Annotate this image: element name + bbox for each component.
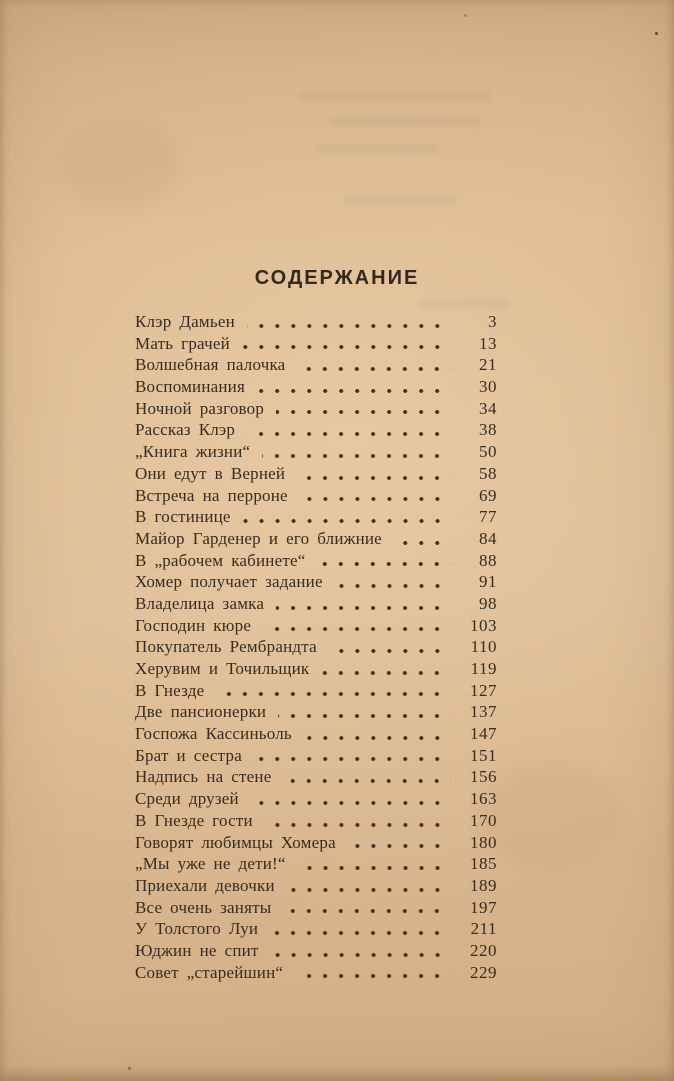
toc-row — [135, 810, 497, 832]
toc-entry-label: Брат и сестра — [135, 745, 242, 765]
dot-leader-icon — [283, 779, 451, 783]
toc-row — [135, 680, 497, 702]
toc-row — [135, 832, 497, 854]
toc-row — [135, 441, 497, 463]
toc-entry-label: Встреча на перроне — [135, 485, 288, 505]
paper-speck — [128, 1067, 131, 1070]
dot-leader-icon — [262, 454, 451, 458]
dot-leader-icon — [297, 367, 451, 371]
toc-entry-page: 91 — [479, 572, 497, 592]
toc-entry-label: Клэр Дамьен — [135, 312, 235, 331]
toc-row — [135, 788, 497, 810]
dot-leader-icon — [317, 562, 451, 566]
dot-leader-icon — [271, 953, 451, 957]
paper-stain — [480, 760, 620, 870]
toc-row — [135, 528, 497, 550]
page-title: СОДЕРЖАНИЕ — [254, 267, 420, 289]
toc-entry-page: 189 — [470, 875, 497, 895]
toc-entry-page: 69 — [479, 485, 497, 505]
dot-leader-icon — [321, 671, 451, 675]
toc-row — [135, 940, 497, 962]
toc-entry-label: В „рабочем кабинете“ — [135, 550, 306, 570]
toc-entry-label: Приехали девочки — [135, 875, 275, 895]
toc-row — [135, 333, 497, 355]
toc-entry-page: 147 — [470, 724, 497, 744]
dot-leader-icon — [278, 714, 451, 718]
toc-row — [135, 766, 497, 788]
dot-leader-icon — [329, 649, 451, 653]
toc-entry-page: 220 — [470, 940, 497, 960]
dot-leader-icon — [300, 497, 451, 501]
toc-row — [135, 311, 497, 333]
toc-entry-label: В Гнезде гости — [135, 810, 253, 830]
toc-row — [135, 463, 497, 485]
toc-entry-page: 127 — [470, 680, 497, 700]
toc-row — [135, 506, 497, 528]
toc-entry-page: 170 — [470, 810, 497, 830]
dot-leader-icon — [394, 541, 451, 545]
toc-entry-label: Среди друзей — [135, 789, 239, 809]
toc-entry-page: 88 — [479, 550, 497, 570]
toc-row — [135, 550, 497, 572]
toc-entry-page: 110 — [470, 637, 497, 657]
show-through-ghost — [420, 300, 510, 308]
toc-entry-label: Мать грачей — [135, 333, 230, 353]
toc-row — [135, 485, 497, 507]
toc-row — [135, 658, 497, 680]
toc-row — [135, 962, 497, 984]
toc-entry-page: 30 — [479, 377, 497, 397]
toc-entry-label: У Толстого Луи — [135, 919, 259, 939]
toc-entry-page: 137 — [470, 702, 497, 722]
toc-entry-label: Они едут в Верней — [135, 463, 286, 483]
toc-row — [135, 398, 497, 420]
show-through-ghost — [345, 196, 455, 204]
dot-leader-icon — [251, 801, 451, 805]
toc-entry-label: Владелица замка — [135, 593, 265, 613]
paper-stain — [60, 120, 180, 210]
toc-entry-label: Говорят любимцы Хомера — [135, 832, 336, 852]
toc-entry-page: 229 — [470, 962, 497, 982]
toc-entry-page: 58 — [479, 463, 497, 483]
dot-leader-icon — [348, 844, 451, 848]
dot-leader-icon — [247, 324, 451, 328]
dot-leader-icon — [242, 345, 451, 349]
dot-leader-icon — [263, 627, 451, 631]
dot-leader-icon — [276, 410, 451, 414]
toc-row — [135, 853, 497, 875]
dot-leader-icon — [304, 736, 451, 740]
toc-row — [135, 723, 497, 745]
toc-entry-page: 13 — [479, 333, 497, 353]
toc-entry-label: Волшебная палочка — [135, 355, 286, 375]
toc-entry-label: „Книга жизни“ — [135, 442, 251, 462]
toc-entry-label: Хомер получает задание — [135, 572, 323, 592]
toc-entry-page: 156 — [470, 767, 497, 787]
toc-entry-page: 38 — [479, 420, 497, 440]
dot-leader-icon — [283, 909, 451, 913]
dot-leader-icon — [270, 931, 451, 935]
paper-speck — [464, 14, 467, 17]
toc-entry-page: 84 — [479, 528, 497, 548]
toc-entry-page: 211 — [470, 919, 497, 939]
toc-entry-page: 77 — [479, 507, 497, 527]
dot-leader-icon — [243, 519, 451, 523]
toc-row — [135, 636, 497, 658]
toc-row — [135, 354, 497, 376]
toc-entry-label: В гостинице — [135, 507, 231, 527]
dot-leader-icon — [254, 757, 451, 761]
show-through-ghost — [300, 92, 490, 101]
toc-entry-label: Все очень заняты — [135, 897, 272, 917]
dot-leader-icon — [265, 823, 451, 827]
toc-entry-label: В Гнезде — [135, 680, 205, 700]
toc-entry-page: 185 — [470, 854, 497, 874]
toc-entry-label: Херувим и Точильщик — [135, 659, 310, 678]
toc-entry-label: Воспоминания — [135, 377, 245, 397]
toc-row — [135, 593, 497, 615]
toc-entry-page: 3 — [488, 312, 497, 331]
show-through-ghost — [318, 145, 438, 153]
toc-entry-label: Рассказ Клэр — [135, 420, 236, 440]
toc-entry-label: Надпись на стене — [135, 767, 272, 787]
toc-list — [135, 311, 497, 983]
toc-entry-page: 163 — [470, 789, 497, 809]
toc-row — [135, 701, 497, 723]
dot-leader-icon — [276, 606, 451, 610]
dot-leader-icon — [295, 974, 451, 978]
dot-leader-icon — [297, 476, 451, 480]
toc-entry-page: 34 — [479, 398, 497, 418]
toc-entry-page: 180 — [470, 832, 497, 852]
paper-speck — [655, 32, 658, 35]
toc-entry-label: Две пансионерки — [135, 702, 267, 722]
toc-entry-label: Майор Гарденер и его ближние — [135, 528, 382, 548]
dot-leader-icon — [335, 584, 451, 588]
toc-entry-label: Юджин не спит — [135, 940, 259, 960]
toc-entry-label: Совет „старейшин“ — [135, 962, 284, 982]
toc-entry-label: Покупатель Рембрандта — [135, 637, 317, 657]
dot-leader-icon — [257, 389, 451, 393]
toc-row — [135, 918, 497, 940]
toc-row — [135, 376, 497, 398]
toc-entry-label: Ночной разговор — [135, 398, 265, 418]
toc-row — [135, 897, 497, 919]
toc-entry-page: 21 — [479, 355, 497, 375]
toc-entry-label: Госпожа Кассиньоль — [135, 724, 292, 744]
toc-entry-page: 151 — [470, 745, 497, 765]
dot-leader-icon — [216, 692, 451, 696]
toc-entry-page: 50 — [479, 442, 497, 462]
toc-entry-page: 119 — [470, 659, 497, 678]
toc-row — [135, 419, 497, 441]
toc-entry-page: 103 — [470, 615, 497, 635]
show-through-ghost — [330, 118, 480, 126]
toc-row — [135, 745, 497, 767]
toc-entry-page: 197 — [470, 897, 497, 917]
dot-leader-icon — [247, 432, 451, 436]
toc-row — [135, 571, 497, 593]
toc-entry-label: Господин кюре — [135, 615, 252, 635]
dot-leader-icon — [287, 888, 451, 892]
toc-entry-label: „Мы уже не дети!“ — [135, 854, 286, 874]
toc-row — [135, 615, 497, 637]
dot-leader-icon — [298, 866, 451, 870]
toc-row — [135, 875, 497, 897]
toc-entry-page: 98 — [479, 593, 497, 613]
